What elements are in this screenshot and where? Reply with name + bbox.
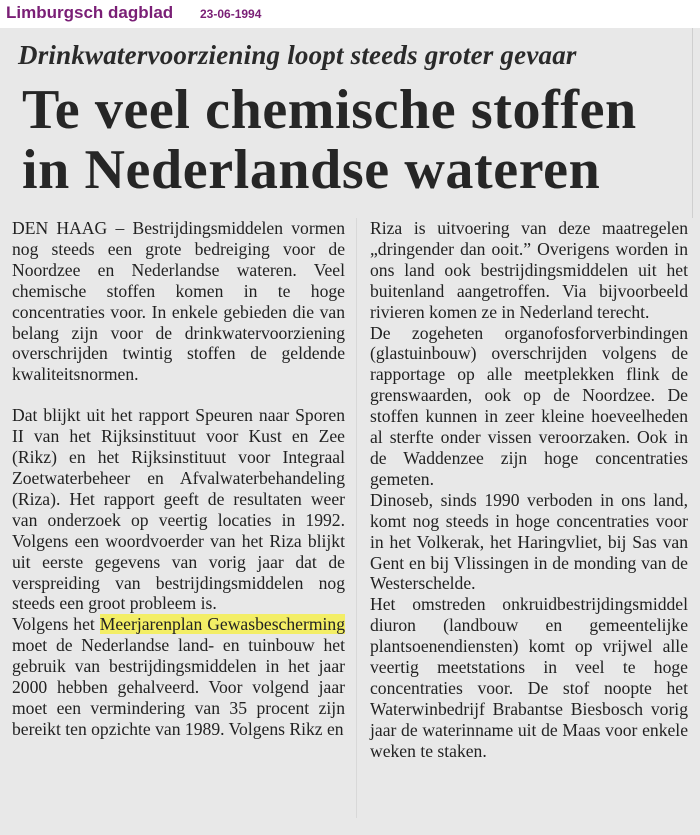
clipping-edge (692, 28, 693, 218)
article-right-column (370, 218, 688, 762)
paragraph: DEN HAAG – Bestrijdingsmiddelen vormen nog steeds een grote bedreiging voor de Noordzee en Nederlandse wateren. Veel chemische stoffen komen in te hoge concentraties voor. In enkele gebieden die van belang zijn voor de drinkwatervoorziening overschrijden twintig stoffen de geldende kwaliteitsnormen. (12, 218, 345, 385)
publication-date: 23-06-1994 (200, 7, 262, 21)
article-left-column (12, 218, 345, 740)
paragraph-text: moet de Nederlandse land- en tuinbouw het gebruik van bestrijdingsmiddelen in het jaar 2000 hebben gehalveerd. Voor volgend jaar moet een vermindering van 35 procent zijn bereikt ten opzichte van 1989. Volgens Rikz en (12, 635, 345, 739)
newspaper-name: Limburgsch dagblad (6, 3, 174, 22)
highlighted-text: Meerjarenplan Gewasbescherming (99, 614, 345, 635)
paragraph: Dat blijkt uit het rapport Speuren naar Sporen II van het Rijksinstituut voor Kust en Zee (Rikz) en het Rijksinstituut voor Integraal Zoetwaterbeheer en Afvalwaterbehandeling (Riza). Het rapport geeft de resultaten weer van onderzoek op veertig locaties in 1992. Volgens een woordvoerder van het Riza blijkt uit eerste gegevens van vorig jaar dat de verspreiding van bestrijdingsmiddelen nog steeds een groot probleem is. (12, 405, 345, 614)
article-headline (22, 80, 682, 200)
paragraph-text: Volgens het (12, 614, 100, 635)
newspaper-clipping (0, 28, 700, 835)
headline-line-1: Te veel chemische stoffen (22, 79, 637, 141)
paragraph: Dinoseb, sinds 1990 verboden in ons land, komt nog steeds in hoge concentraties voor in het Volkerak, het Haringvliet, bij Sas van Gent en bij Vlissingen in de monding van de Westerschelde. (370, 489, 688, 594)
column-divider (356, 218, 357, 818)
headline-line-2: in Nederlandse wateren (22, 139, 601, 201)
paragraph: Het omstreden onkruidbestrijdingsmiddel diuron (landbouw en gemeentelijke plantsoenendiensten) komt op vrijwel alle veertig meetstations in veel te hoge concentraties voor. De stof noopte het Waterwinbedrijf Brabantse Biesbosch vorig jaar de waterinname uit de Maas voor enkele weken te staken. (370, 594, 688, 761)
paragraph: Riza is uitvoering van deze maatregelen „dringender dan ooit.” Overigens worden in ons land ook bestrijdingsmiddelen uit het buitenland aangetroffen. Via bijvoorbeeld rivieren komen ze in Nederland terecht. (370, 218, 688, 322)
page-header (0, 0, 700, 28)
article-kicker: Drinkwatervoorziening loopt steeds groter gevaar (18, 40, 577, 70)
paragraph: De zogeheten organofosforverbindingen (glastuinbouw) overschrijden volgens de rapportage op alle meetplekken flink de grenswaarden, ook op de Noordzee. De stoffen kunnen in zeer kleine hoeveelheden al sterfte onder vissen veroorzaken. Ook in de Waddenzee zijn hoge concentraties gemeten. (370, 322, 688, 489)
paragraph (12, 614, 345, 739)
